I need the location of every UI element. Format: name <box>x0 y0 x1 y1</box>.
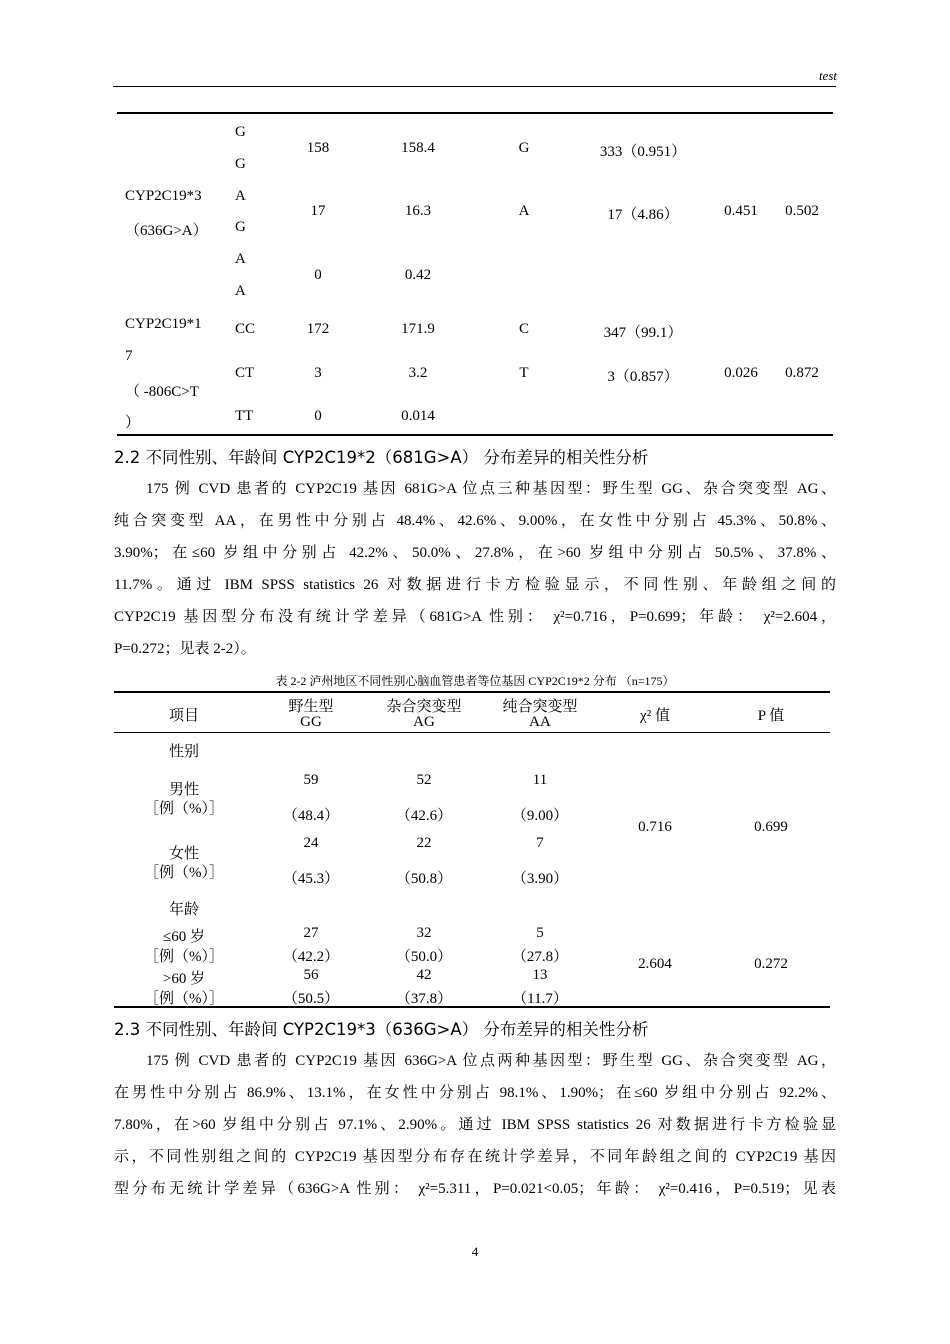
p-value: 0.872 <box>785 365 819 381</box>
header-ag: 杂合突变型 <box>386 699 462 715</box>
male-percent: （42.6） <box>395 808 453 824</box>
header-ag-code: AG <box>413 714 435 730</box>
expected-count: 3.2 <box>408 365 428 381</box>
chi-square-value: 0.451 <box>724 203 758 219</box>
genotype-letter: G <box>235 219 246 235</box>
page-number: 4 <box>471 1244 479 1259</box>
chi-square-value: 0.026 <box>724 365 758 381</box>
observed-count: 0 <box>314 408 322 424</box>
header-item: 项目 <box>168 708 200 724</box>
observed-count: 0 <box>314 267 322 283</box>
table2-header-rule <box>114 732 830 733</box>
cyp3-label-sub: （636G>A） <box>125 223 208 239</box>
expected-count: 16.3 <box>404 203 432 219</box>
age-p: 0.272 <box>754 956 788 972</box>
header-gg: 野生型 <box>288 699 334 715</box>
observed-count: 17 <box>310 203 326 219</box>
old-percent: （37.8） <box>395 991 453 1007</box>
young-count: 5 <box>536 925 544 941</box>
row-group-age: 年龄 <box>168 902 200 918</box>
female-percent: （50.8） <box>395 871 453 887</box>
old-count: 13 <box>532 967 548 983</box>
header-gg-code: GG <box>300 714 322 730</box>
paragraph-line: 175 例 CVD 患者的 CYP2C19 基因 681G>A 位点三种基因型：野生型 GG、杂合突变型 AG、 <box>146 481 836 497</box>
cyp17-label-4: ） <box>125 415 141 431</box>
paragraph-line: 纯合突变型 AA，在男性中分别占 48.4%、42.6%、9.00%，在女性中分别占 45.3%、50.8%、 <box>114 513 836 529</box>
allele-frequency: 3（0.857） <box>607 369 679 385</box>
genotype: CC <box>235 321 256 337</box>
allele-frequency: 333（0.951） <box>599 144 687 160</box>
female-count: 24 <box>303 835 319 851</box>
table2-caption: 表 2-2 泸州地区不同性别心脑血管患者等位基因 CYP2C19*2 分布 （n=175） <box>275 674 675 688</box>
cyp17-label-3: （ -806C>T <box>125 384 199 400</box>
header-chi: χ² 值 <box>640 708 670 724</box>
old-count: 56 <box>303 967 319 983</box>
paragraph-line: 型分布无统计学差异（636G>A 性别： χ²=5.311，P=0.021<0.05；年龄： χ²=0.416，P=0.519；见表 <box>114 1181 836 1197</box>
young-count: 27 <box>303 925 319 941</box>
young-percent: （42.2） <box>282 949 340 965</box>
genotype-letter: G <box>235 124 246 140</box>
paragraph-line: 175 例 CVD 患者的 CYP2C19 基因 636G>A 位点两种基因型：野生型 GG、杂合突变型 AG， <box>146 1053 836 1069</box>
genotype-letter: G <box>235 156 246 172</box>
allele: A <box>518 203 530 219</box>
header-rule <box>113 86 836 87</box>
allele: C <box>518 321 530 337</box>
allele-frequency: 17（4.86） <box>607 207 679 223</box>
row-old-unit: ［例（%）］ <box>144 991 224 1007</box>
expected-count: 158.4 <box>401 140 435 156</box>
female-count: 22 <box>416 835 432 851</box>
cyp3-label: CYP2C19*3 <box>125 188 202 204</box>
expected-count: 0.014 <box>401 408 435 424</box>
paragraph-line: CYP2C19 基因型分布没有统计学差异（681G>A 性别： χ²=0.716，P=0.699；年龄： χ²=2.604， <box>114 609 836 625</box>
paragraph-line: 7.80%，在>60 岁组中分别占 97.1%、2.90%。通过 IBM SPSS statistics 26 对数据进行卡方检验显 <box>114 1117 836 1133</box>
row-group-sex: 性别 <box>168 744 200 760</box>
p-value: 0.502 <box>785 203 819 219</box>
female-count: 7 <box>536 835 544 851</box>
genotype-letter: A <box>235 283 246 299</box>
male-percent: （9.00） <box>511 808 569 824</box>
genotype-letter: A <box>235 188 246 204</box>
paragraph-line: 3.90%；在≤60 岁组中分别占 42.2%、50.0%、27.8%，在>60 岁组中分别占 50.5%、37.8%、 <box>114 545 836 561</box>
section-heading-2-2: 2.2 不同性别、年龄间 CYP2C19*2（681G>A） 分布差异的相关性分析 <box>114 448 649 467</box>
row-female-unit: ［例（%）］ <box>144 865 224 881</box>
expected-count: 0.42 <box>404 267 432 283</box>
genotype-letter: A <box>235 251 246 267</box>
male-count: 52 <box>416 772 432 788</box>
observed-count: 3 <box>314 365 322 381</box>
header-aa-code: AA <box>529 714 551 730</box>
table2-top-rule <box>114 691 830 693</box>
allele-frequency: 347（99.1） <box>603 325 683 341</box>
running-header: test <box>818 68 837 83</box>
sex-chi: 0.716 <box>638 819 672 835</box>
female-percent: （3.90） <box>511 871 569 887</box>
young-percent: （27.8） <box>511 949 569 965</box>
paragraph-line: 11.7%。通过 IBM SPSS statistics 26 对数据进行卡方检验显示，不同性别、年龄组之间的 <box>114 577 836 593</box>
age-chi: 2.604 <box>638 956 672 972</box>
paragraph-line: 在男性中分别占 86.9%、13.1%，在女性中分别占 98.1%、1.90%；在≤60 岁组中分别占 92.2%、 <box>114 1085 836 1101</box>
header-p: P 值 <box>757 708 785 724</box>
row-young-unit: ［例（%）］ <box>144 949 224 965</box>
paragraph-line: P=0.272；见表 2-2）。 <box>114 641 256 657</box>
paragraph-line: 示，不同性别组之间的 CYP2C19 基因型分布存在统计学差异，不同年龄组之间的 CYP2C19 基因 <box>114 1149 836 1165</box>
row-young: ≤60 岁 <box>163 929 205 945</box>
observed-count: 158 <box>306 140 330 156</box>
row-old: >60 岁 <box>162 971 206 987</box>
sex-p: 0.699 <box>754 819 788 835</box>
expected-count: 171.9 <box>401 321 435 337</box>
old-percent: （50.5） <box>282 991 340 1007</box>
row-female: 女性 <box>168 846 200 862</box>
table1-top-rule <box>117 112 833 114</box>
old-count: 42 <box>416 967 432 983</box>
allele: T <box>519 365 529 381</box>
female-percent: （45.3） <box>282 871 340 887</box>
table1-bottom-rule <box>117 434 833 436</box>
cyp17-label: CYP2C19*1 <box>125 316 202 332</box>
genotype: CT <box>235 365 255 381</box>
section-heading-2-3: 2.3 不同性别、年龄间 CYP2C19*3（636G>A） 分布差异的相关性分析 <box>114 1020 649 1039</box>
header-aa: 纯合突变型 <box>502 699 578 715</box>
row-male: 男性 <box>168 782 200 798</box>
young-count: 32 <box>416 925 432 941</box>
cyp17-label-2: 7 <box>125 348 133 364</box>
row-male-unit: ［例（%）］ <box>144 801 224 817</box>
male-count: 11 <box>532 772 548 788</box>
old-percent: （11.7） <box>512 991 568 1007</box>
genotype: TT <box>235 408 254 424</box>
male-percent: （48.4） <box>282 808 340 824</box>
allele: G <box>518 140 530 156</box>
observed-count: 172 <box>306 321 330 337</box>
male-count: 59 <box>303 772 319 788</box>
young-percent: （50.0） <box>395 949 453 965</box>
